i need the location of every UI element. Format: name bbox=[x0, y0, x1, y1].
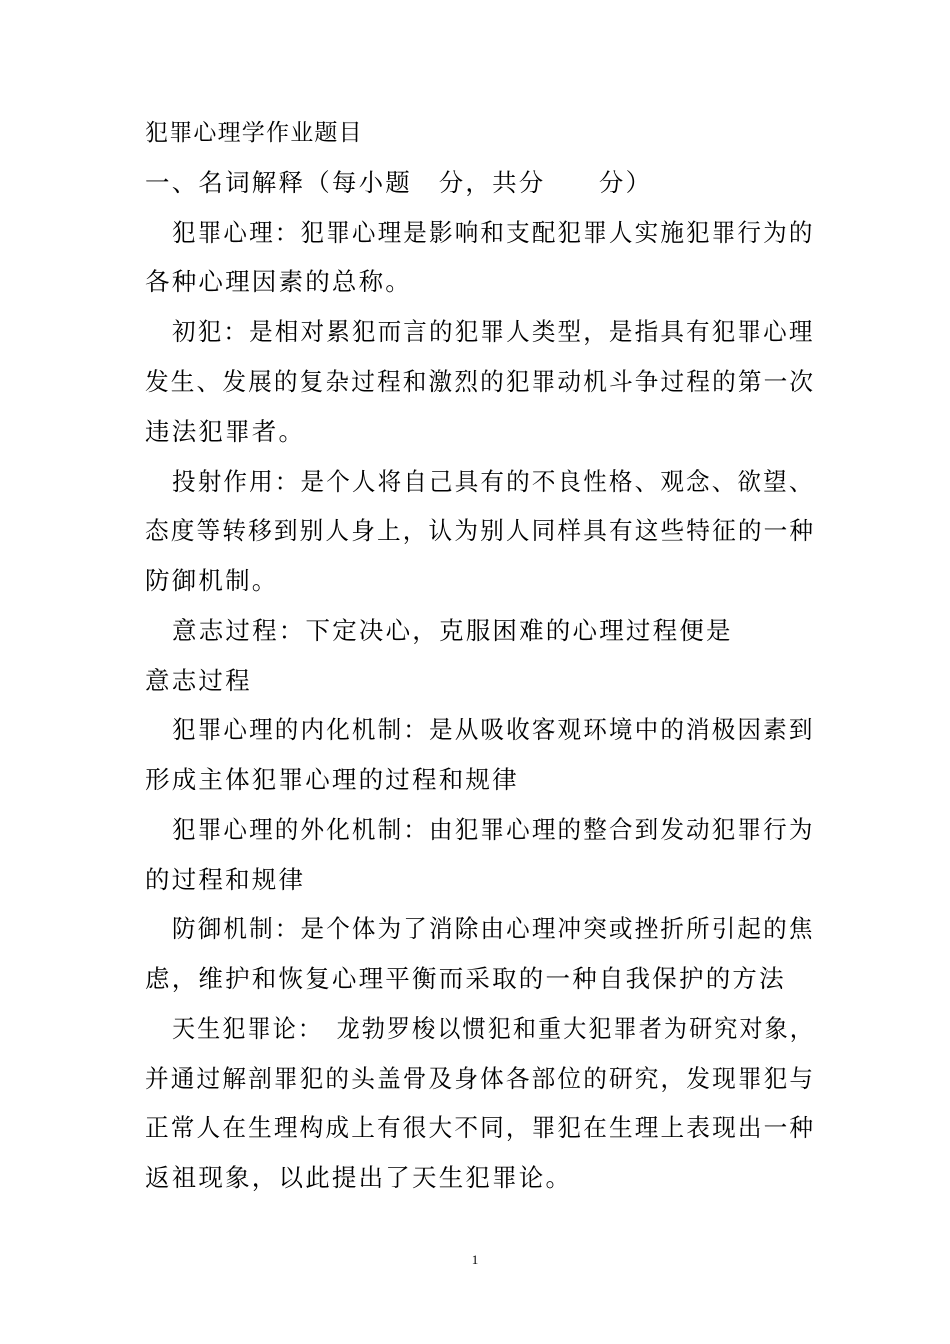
definition-line: 犯罪心理的外化机制：由犯罪心理的整合到发动犯罪行为 bbox=[172, 815, 815, 844]
definition-line: 发生、发展的复杂过程和激烈的犯罪动机斗争过程的第一次 bbox=[145, 367, 816, 396]
definition-line: 投射作用：是个人将自己具有的不良性格、观念、欲望、 bbox=[172, 467, 815, 496]
definition-line: 返祖现象，以此提出了天生犯罪论。 bbox=[145, 1163, 573, 1192]
page-number: 1 bbox=[471, 1252, 479, 1267]
definition-line: 虑，维护和恢复心理平衡而采取的一种自我保护的方法 bbox=[145, 964, 786, 993]
definition-line: 天生犯罪论： 龙勃罗梭以惯犯和重大犯罪者为研究对象， bbox=[172, 1014, 815, 1043]
definition-line: 正常人在生理构成上有很大不同，罪犯在生理上表现出一种 bbox=[145, 1113, 816, 1142]
definition-line: 形成主体犯罪心理的过程和规律 bbox=[145, 765, 519, 794]
section-heading: 一、名词解释（每小题 分，共分 分） bbox=[145, 168, 653, 197]
definition-line: 犯罪心理：犯罪心理是影响和支配犯罪人实施犯罪行为的 bbox=[172, 218, 815, 247]
definition-line: 意志过程：下定决心，克服困难的心理过程便是 bbox=[172, 616, 733, 645]
definition-line: 防御机制。 bbox=[145, 566, 279, 595]
definition-line: 犯罪心理的内化机制：是从吸收客观环境中的消极因素到 bbox=[172, 715, 815, 744]
definition-line: 并通过解剖罪犯的头盖骨及身体各部位的研究，发现罪犯与 bbox=[145, 1064, 816, 1093]
definition-line: 意志过程 bbox=[145, 666, 252, 695]
definition-line: 态度等转移到别人身上，认为别人同样具有这些特征的一种 bbox=[145, 516, 816, 545]
document-title: 犯罪心理学作业题目 bbox=[145, 120, 363, 146]
definition-line: 各种心理因素的总称。 bbox=[145, 267, 412, 296]
definition-line: 防御机制：是个体为了消除由心理冲突或挫折所引起的焦 bbox=[172, 914, 815, 943]
definition-line: 初犯：是相对累犯而言的犯罪人类型，是指具有犯罪心理 bbox=[172, 317, 815, 346]
definition-line: 违法犯罪者。 bbox=[145, 417, 306, 446]
definition-line: 的过程和规律 bbox=[145, 865, 306, 894]
